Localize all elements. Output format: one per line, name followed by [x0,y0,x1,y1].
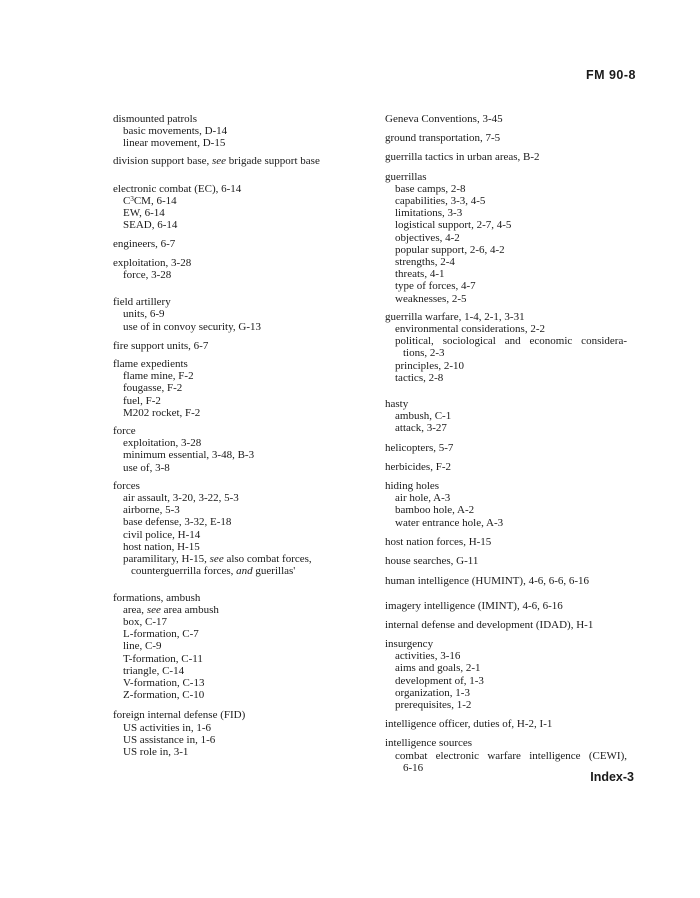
index-term: dismounted patrols [113,113,198,125]
index-entry-intelligence-sources [385,737,635,774]
index-entry-hiding-holes [385,480,635,529]
index-subterm [113,553,353,565]
index-term: guerrilla warfare, 1-4, 2-1, 3-31 [385,310,525,323]
index-entry-dismounted-patrols [113,113,353,150]
index-term: electronic combat (EC), 6-14 [113,182,242,195]
index-entry-fire-support-units [113,340,353,352]
index-entry-field-artillery [113,296,353,333]
index-term: flame expedients [113,358,188,371]
index-subterm-text: C [123,195,131,208]
index-subterm-text: counterguerrilla forces, [131,565,237,578]
index-subterm: air assault, 3-20, 3-22, 5-3 [123,492,239,505]
page-header-title: FM 90-8 [585,68,636,82]
index-entry-house-searches [385,555,635,567]
index-subterm: combat electronic warfare intelligence (CEWI), [395,749,627,762]
index-subterm-text: also combat forces, [223,553,312,566]
index-subterm: use of, 3-8 [123,461,170,474]
index-subterm-text: paramilitary, H-15, [123,553,210,566]
index-entry-host-nation-forces [385,536,635,548]
index-subterm: attack, 3-27 [395,422,447,435]
index-term: forces [113,479,140,492]
index-subterm: triangle, C-14 [123,664,185,677]
index-subterm: tactics, 2-8 [395,371,444,384]
index-subterm: strengths, 2-4 [395,256,455,269]
index-subterm: organization, 1-3 [395,686,470,699]
index-subterm: popular support, 2-6, 4-2 [395,243,505,256]
index-entry-herbicides [385,461,635,473]
index-entry-guerrillas [385,171,635,305]
index-term: insurgency [385,637,434,650]
index-subterm: ambush, C-1 [395,410,452,423]
index-subterm: use of in convoy security, G-13 [123,320,261,333]
index-term: guerrilla tactics in urban areas, B-2 [385,151,540,164]
index-subterm-text: area ambush [160,603,219,616]
index-subterm: type of forces, 4-7 [395,280,476,293]
index-term: internal defense and development (IDAD), H-1 [385,618,594,631]
index-entry-flame-expedients [113,358,353,419]
index-entry-electronic-combat [113,183,353,232]
index-subterm: V-formation, C-13 [123,676,205,689]
index-entry-division-support-base [113,155,353,167]
index-term: house searches, G-11 [385,555,479,568]
superscript: 3 [130,195,134,204]
index-entry-formations-ambush [113,592,353,702]
index-column-right [385,113,635,774]
index-subterm: objectives, 4-2 [395,231,460,244]
index-subterm: prerequisites, 1-2 [395,698,472,711]
index-subterm: base camps, 2-8 [395,182,466,195]
index-term: fire support units, 6-7 [113,339,209,352]
index-subterm: bamboo hole, A-2 [395,504,475,517]
index-term: force [113,425,136,438]
index-subterm-continuation: tions, 2-3 [403,347,445,360]
index-term: ground transportation, 7-5 [385,132,501,145]
index-subterm: air hole, A-3 [395,492,451,505]
index-subterm-text: guerillas' [252,565,296,578]
index-subterm-text: area, [123,603,147,616]
index-term: intelligence officer, duties of, H-2, I-1 [385,718,553,731]
index-subterm: flame mine, F-2 [123,370,194,383]
index-subterm-continuation [113,565,353,577]
index-entry-foreign-internal-defense [113,709,353,758]
index-subterm: L-formation, C-7 [123,628,199,641]
index-subterm: political, sociological and economic considera- [395,335,627,348]
index-entry-hasty [385,398,635,435]
index-subterm: EW, 6-14 [123,207,165,220]
index-subterm: M202 rocket, F-2 [123,406,201,419]
index-term-text: division support base, [113,154,212,167]
index-entry-helicopters [385,442,635,454]
index-subterm: base defense, 3-32, E-18 [123,516,232,529]
index-subterm: exploitation, 3-28 [123,437,202,450]
index-subterm: Z-formation, C-10 [123,689,205,702]
index-term: field artillery [113,296,171,309]
index-entry-ground-transportation [385,132,635,144]
index-subterm: units, 6-9 [123,308,165,321]
index-subterm: threats, 4-1 [395,268,445,281]
index-entry-exploitation [113,257,353,281]
index-subterm-continuation: 6-16 [403,761,424,774]
index-term: exploitation, 3-28 [113,256,192,269]
index-term: guerrillas [385,170,427,183]
index-subterm: development of, 1-3 [395,674,484,687]
index-entry-guerrilla-warfare [385,311,635,384]
index-subterm [113,604,353,616]
index-subterm: weaknesses, 2-5 [395,292,467,305]
index-subterm: US role in, 3-1 [123,745,189,758]
index-entry-idad [385,619,635,631]
index-term: Geneva Conventions, 3-45 [385,113,503,125]
index-subterm: limitations, 3-3 [395,207,463,220]
index-subterm: airborne, 5-3 [123,504,180,517]
index-subterm: activities, 3-16 [395,650,461,663]
index-subterm: linear movement, D-15 [123,137,226,150]
index-subterm: US activities in, 1-6 [123,721,211,734]
index-term: engineers, 6-7 [113,237,176,250]
index-subterm: box, C-17 [123,615,167,628]
index-subterm: US assistance in, 1-6 [123,733,216,746]
index-entry-imint [385,600,635,612]
index-subterm: SEAD, 6-14 [123,219,178,232]
index-entry-geneva-conventions [385,113,635,125]
index-term [113,155,353,167]
index-entry-force [113,425,353,474]
index-subterm [113,195,353,207]
index-term: formations, ambush [113,591,201,604]
index-subterm: host nation, H-15 [123,540,200,553]
index-subterm: basic movements, D-14 [123,125,228,138]
index-subterm: capabilities, 3-3, 4-5 [395,195,486,208]
index-subterm: minimum essential, 3-48, B-3 [123,449,255,462]
index-entry-guerrilla-tactics [385,151,635,163]
index-subterm: civil police, H-14 [123,528,201,541]
index-subterm: logistical support, 2-7, 4-5 [395,219,512,232]
index-entry-forces [113,480,353,578]
index-entry-engineers [113,238,353,250]
index-subterm: fuel, F-2 [123,394,161,407]
see-reference: see [209,553,224,566]
see-reference: see [146,603,161,616]
index-subterm: T-formation, C-11 [123,652,203,665]
index-subterm: environmental considerations, 2-2 [395,323,545,336]
index-entry-intelligence-officer [385,718,635,730]
index-subterm: fougasse, F-2 [123,382,183,395]
index-entry-humint [385,575,635,587]
page-footer-number: Index-3 [590,770,634,784]
index-subterm: aims and goals, 2-1 [395,662,481,675]
index-term: host nation forces, H-15 [385,535,492,548]
index-subterm: principles, 2-10 [395,359,465,372]
index-term: hasty [385,398,409,411]
index-term-text: brigade support base [226,154,320,167]
index-subterm: line, C-9 [123,640,162,653]
index-term: imagery intelligence (IMINT), 4-6, 6-16 [385,599,563,612]
index-term: foreign internal defense (FID) [113,709,246,722]
index-term: herbicides, F-2 [385,460,451,473]
see-reference: and [236,565,253,578]
index-subterm: force, 3-28 [123,269,172,282]
index-entry-insurgency [385,638,635,711]
index-term: hiding holes [385,480,440,493]
index-term: helicopters, 5-7 [385,441,454,454]
index-column-left [113,113,353,758]
index-subterm-text: CM, 6-14 [133,195,177,208]
index-term: human intelligence (HUMINT), 4-6, 6-6, 6-16 [385,575,590,588]
index-term: intelligence sources [385,737,473,750]
index-subterm: water entrance hole, A-3 [395,516,504,529]
see-reference: see [212,154,227,167]
